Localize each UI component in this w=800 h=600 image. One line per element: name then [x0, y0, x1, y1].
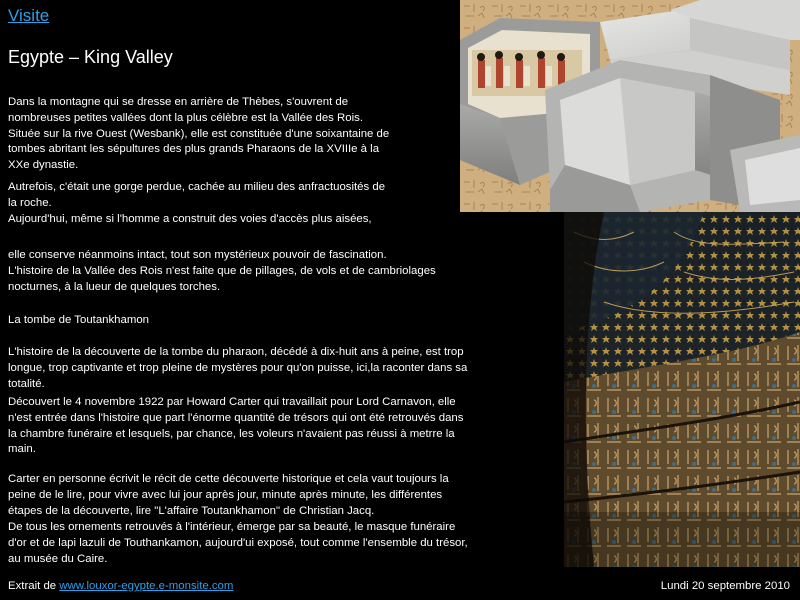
- tomb-3d-model-image: [460, 0, 800, 212]
- text-line: main.: [8, 443, 36, 456]
- paragraph-history: [8, 180, 460, 227]
- text-line: Autrefois, c'était une gorge perdue, cachée au milieu des anfractuosités de: [8, 181, 386, 193]
- visite-link[interactable]: Visite: [8, 6, 50, 25]
- text-line: Aujourd'hui, même si l'homme a construit des voies d'accès plus aisées,: [8, 212, 372, 225]
- text-line: longue, trop captivante et trop pleine de mystères pour qu'on puisse, ici,la raconter dans sa: [8, 361, 468, 374]
- text-line: Carter en personne écrivit le récit de cette découverte historique et cela vaut toujours la: [8, 473, 449, 485]
- text-line: L'histoire de la Vallée des Rois n'est faite que de pillages, de vols et de cambriolages: [8, 264, 436, 277]
- tomb-ceiling-photo: [564, 212, 800, 567]
- text-line: Dans la montagne qui se dresse en arrière de Thèbes, s'ouvrent de: [8, 96, 349, 108]
- text-line: n'est entrée dans l'histoire que part l'énorme quantité de trésors qui ont été retrouvés dans: [8, 411, 464, 424]
- text-line: peine de le lire, pour vivre avec lui jour après jour, minute après minute, les différentes: [8, 488, 443, 501]
- extract-label: Extrait de: [8, 580, 60, 592]
- text-line: d'or et de lapi lazuli de Touthankamon, aujourd'ui exposé, tout comme l'ensemble du trésor,: [8, 536, 468, 549]
- text-line: Découvert le 4 novembre 1922 par Howard Carter qui travaillait pour Lord Carnavon, elle: [8, 396, 456, 408]
- text-line: tombes abritant les sépultures des plus grands Pharaons de la XVIIIe à la: [8, 143, 380, 156]
- source-link[interactable]: www.louxor-egypte.e-monsite.com: [59, 580, 234, 592]
- text-line: elle conserve néanmoins intact, tout son mystérieux pouvoir de fascination.: [8, 249, 387, 261]
- paragraph-carter: [8, 395, 560, 458]
- text-line: De tous les ornements retrouvés à l'intérieur, émerge par sa beauté, le masque funéraire: [8, 521, 456, 533]
- text-line: nocturnes, à la lueur de quelques torches.: [8, 280, 221, 293]
- paragraph-fascination: [8, 248, 560, 295]
- footer-extract: [8, 580, 233, 592]
- text-line: L'histoire de la découverte de la tombe du pharaon, décédé à dix-huit ans à peine, est trop: [8, 346, 464, 358]
- subheading-text: La tombe de Toutankhamon: [8, 314, 150, 326]
- paragraph-intro: [8, 95, 460, 174]
- paragraph-mask: [8, 520, 560, 567]
- text-line: nombreuses petites vallées dont la plus célèbre est la Vallée des Rois.: [8, 111, 363, 124]
- text-line: au musée du Caire.: [8, 552, 108, 565]
- footer-date: Lundi 20 septembre 2010: [660, 580, 790, 592]
- text-line: étapes de la découverte, lire "L'affaire Toutankhamon" de Christian Jacq.: [8, 504, 375, 517]
- paragraph-book: [8, 472, 560, 519]
- text-line: totalité.: [8, 377, 45, 390]
- text-line: la chambre funéraire et lesquels, par chance, les voleurs n'avaient pas réussi à metrre la: [8, 427, 455, 440]
- page-title: Egypte – King Valley: [8, 47, 173, 67]
- text-line: Située sur la rive Ouest (Wesbank), elle est constituée d'une soixantaine de: [8, 127, 390, 140]
- paragraph-discovery: [8, 345, 560, 392]
- text-line: la roche.: [8, 196, 52, 209]
- text-line: XXe dynastie.: [8, 159, 79, 172]
- section-subheading: [8, 313, 560, 329]
